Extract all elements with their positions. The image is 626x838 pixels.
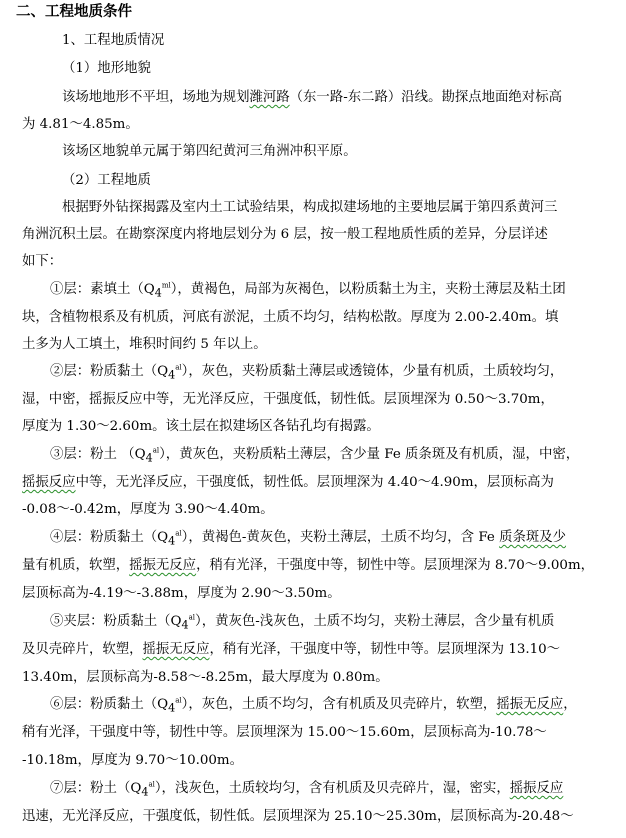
geology-line-3: 如下： xyxy=(22,254,63,269)
layer7-line-1: ⑦层：粉土$(Q_4^{al})$，浅灰色，土质较均匀，含有机质及贝壳碎片，湿，密实，摇振反应 xyxy=(50,780,564,799)
layer6-line-3: -10.18m，厚度为 9.70～10.00m。 xyxy=(22,753,244,768)
section-title: 二、工程地质条件 xyxy=(16,4,132,20)
layer3-line-3: -0.08～-0.42m，厚度为 3.90～4.40m。 xyxy=(22,502,274,517)
layer2-line-1: ②层：粉质黏土$(Q_4^{al})$，灰色，夹粉质黏土薄层或透镜体，少量有机质，土质较均匀， xyxy=(50,363,564,382)
layer1-line-2: 块，含植物根系及有机质，河底有淤泥，土质不均匀，结构松散。厚度为 2.00-2.40m。填 xyxy=(22,310,559,325)
subheading-geology: （2）工程地质 xyxy=(62,173,151,188)
geology-line-1: 根据野外钻探揭露及室内土工试验结果，构成拟建场地的主要地层属于第四系黄河三 xyxy=(62,200,558,215)
layer2-line-3: 厚度为 1.30～2.60m。该土层在拟建场区各钻孔均有揭露。 xyxy=(22,419,380,434)
layer1-line-3: 土多为人工填土，堆积时间约 5 年以上。 xyxy=(22,337,267,352)
layer4-line-1: ④层：粉质黏土$(Q_4^{al})$，黄褐色-黄灰色，夹粉土薄层，土质不均匀，含 Fe 质条斑及少 xyxy=(50,529,567,548)
terrain-line-2: 为 4.81～4.85m。 xyxy=(22,117,139,132)
layer3-line-2: 摇振反应中等，无光泽反应，干强度低，韧性低。层顶埋深为 4.40～4.90m，层顶标高为 xyxy=(22,475,554,490)
layer5-line-1: ⑤夹层：粉质黏土$(Q_4^{al})$，黄灰色-浅灰色，土质不均匀，夹粉土薄层，含少量有机质 xyxy=(50,613,555,632)
layer5-line-2: 及贝壳碎片，软塑，摇振无反应，稍有光泽，干强度中等，韧性中等。层顶埋深为 13.10～ xyxy=(22,642,561,657)
subheading-terrain: （1）地形地貌 xyxy=(62,61,151,76)
layer2-line-2: 湿，中密，摇振反应中等，无光泽反应，干强度低，韧性低。层顶埋深为 0.50～3.70m， xyxy=(22,392,554,407)
layer5-line-3: 13.40m，层顶标高为-8.58～-8.25m，最大厚度为 0.80m。 xyxy=(22,670,389,685)
terrain-line-3: 该场区地貌单元属于第四纪黄河三角洲冲积平原。 xyxy=(62,144,357,159)
layer1-line-1: ①层：素填土$(Q_4^{ml})$，黄褐色，局部为灰褐色，以粉质黏土为主，夹粉土薄层及粘土团 xyxy=(50,281,566,300)
subsection-title: 1、工程地质情况 xyxy=(62,33,165,48)
layer4-line-2: 量有机质，软塑，摇振无反应，稍有光泽，干强度中等，韧性中等。层顶埋深为 8.70～9.00m， xyxy=(22,558,595,573)
layer3-line-1: ③层：粉土 $(Q_4^{al})$，黄灰色，夹粉质粘土薄层，含少量 Fe 质条斑及有机质，湿，中密， xyxy=(50,446,580,465)
layer4-line-3: 层顶标高为-4.19～-3.88m，厚度为 2.90～3.50m。 xyxy=(22,586,341,601)
geology-line-2: 角洲沉积土层。在勘察深度内将地层划分为 6 层，按一般工程地质性质的差异，分层详述 xyxy=(22,227,548,242)
terrain-line-1: 该场地地形不平坦，场地为规划潍河路（东一路-东二路）沿线。勘探点地面绝对标高 xyxy=(62,90,562,105)
layer6-line-2: 稍有光泽，干强度中等，韧性中等。层顶埋深为 15.00～15.60m，层顶标高为-10.78～ xyxy=(22,725,547,740)
layer6-line-1: ⑥层：粉质黏土$(Q_4^{al})$，灰色，土质不均匀，含有机质及贝壳碎片，软塑，摇振无反应， xyxy=(50,696,577,715)
layer7-line-2: 迅速，无光泽反应，干强度低，韧性低。层顶埋深为 25.10～25.30m，层顶标高为-20.48～ xyxy=(22,809,574,824)
